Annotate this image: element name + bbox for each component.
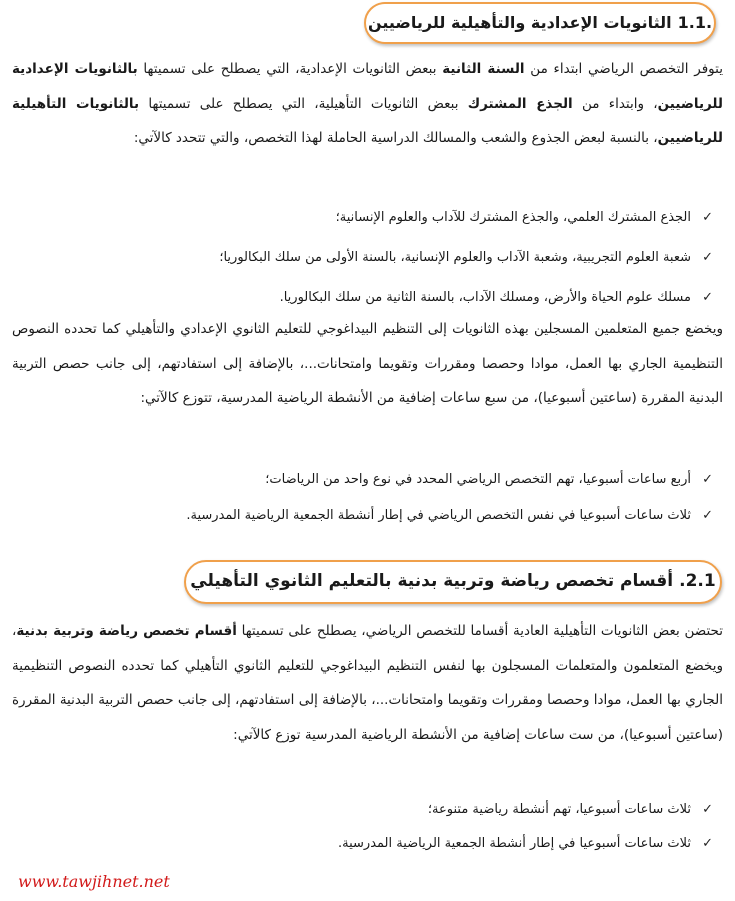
check-icon: ✓ [702, 290, 713, 305]
check-icon: ✓ [702, 250, 713, 265]
bold-term: أقسام تخصص رياضة وتربية بدنية [16, 623, 237, 639]
check-icon: ✓ [702, 802, 713, 817]
section-1-list-1 [60, 208, 713, 308]
bold-term: بالثانويات الإعدادية للرياضيين [12, 61, 723, 112]
section-1-number: 1.1. [677, 13, 713, 32]
list-item: ✓ مسلك علوم الحياة والأرض، ومسلك الآداب، بالسنة الثانية من سلك البكالوريا. [60, 288, 713, 308]
list-item: ✓ أربع ساعات أسبوعيا، تهم التخصص الرياضي المحدد في نوع واحد من الرياضات؛ [60, 470, 713, 490]
check-icon: ✓ [702, 836, 713, 851]
list-item: ✓ الجذع المشترك العلمي، والجذع المشترك للآداب والعلوم الإنسانية؛ [60, 208, 713, 228]
check-icon: ✓ [702, 508, 713, 523]
section-1-intro: يتوفر التخصص الرياضي ابتداء من السنة الثانية ببعض الثانويات الإعدادية، التي يصطلح على تسميتها بالثانويات الإعدادية للرياضيين، وابتداء من الجذع المشترك ببعض الثانويات التأهيلية، التي يصطلح على تسميتها بالثانويات التأهيلية للرياضيين، بالنسبة لبعض الجذوع والشعب والمسالك الدراسية الحاملة لهذا التخصص، والتي تتحدد كالآتي: [12, 61, 723, 146]
check-icon: ✓ [702, 210, 713, 225]
bold-term: السنة الثانية [442, 61, 525, 77]
bold-term: بالثانويات التأهيلية للرياضيين [12, 95, 723, 146]
section-2-title [184, 560, 722, 604]
section-2-intro: تحتضن بعض الثانويات التأهيلية العادية أقساما للتخصص الرياضي، يصطلح على تسميتها أقسام تخصص رياضة وتربية بدنية، ويخضع المتعلمون والمتعلمات المسجلون بها لنفس التنظيم البيداغوجي للتعليم الثانوي التأهيلي كما تحدده النصوص التنظيمية الجاري بها العمل، موادا وحصصا ومقررات وتقويما وامتحانات...، بالإضافة إلى استفادتهم، إلى جانب حصص التربية البدنية المقررة (ساعتين أسبوعيا)، من ست ساعات إضافية من الأنشطة الرياضية المدرسية توزع كالآتي: [11, 623, 723, 743]
list-item: ✓ ثلاث ساعات أسبوعيا في نفس التخصص الرياضي في إطار أنشطة الجمعية الرياضية المدرسية. [60, 506, 713, 526]
section-2-heading: أقسام تخصص رياضة وتربية بدنية بالتعليم الثانوي التأهيلي [190, 571, 674, 591]
list-item: ✓ شعبة العلوم التجريبية، وشعبة الآداب والعلوم الإنسانية، بالسنة الأولى من سلك البكالوريا؛ [60, 248, 713, 268]
section-2-list [60, 800, 713, 854]
section-1-heading: الثانويات الإعدادية والتأهيلية للرياضيين [367, 13, 672, 32]
section-1-title [364, 2, 716, 44]
section-1-list-2 [60, 470, 713, 526]
list-item: ✓ ثلاث ساعات أسبوعيا في إطار أنشطة الجمعية الرياضية المدرسية. [60, 834, 713, 854]
bold-term: الجذع المشترك [467, 95, 573, 112]
section-1-body: ويخضع جميع المتعلمين المسجلين بهذه الثانويات إلى التنظيم البيداغوجي للتعليم الثانوي الإعدادي والتأهيلي كما تحدده النصوص التنظيمية الجاري بها العمل، موادا وحصصا ومقررات وتقويما وامتحانات...، بالإضافة إلى استفادتهم، إلى جانب حصص التربية البدنية المقررة (ساعتين أسبوعيا)، من سبع ساعات إضافية من الأنشطة الرياضية المدرسية، تتوزع كالآتي: [12, 321, 723, 406]
section-2-number: .2.1 [679, 571, 716, 591]
check-icon: ✓ [702, 472, 713, 487]
footer-url[interactable]: www.tawjihnet.net [18, 872, 170, 891]
list-item: ✓ ثلاث ساعات أسبوعيا، تهم أنشطة رياضية متنوعة؛ [60, 800, 713, 820]
